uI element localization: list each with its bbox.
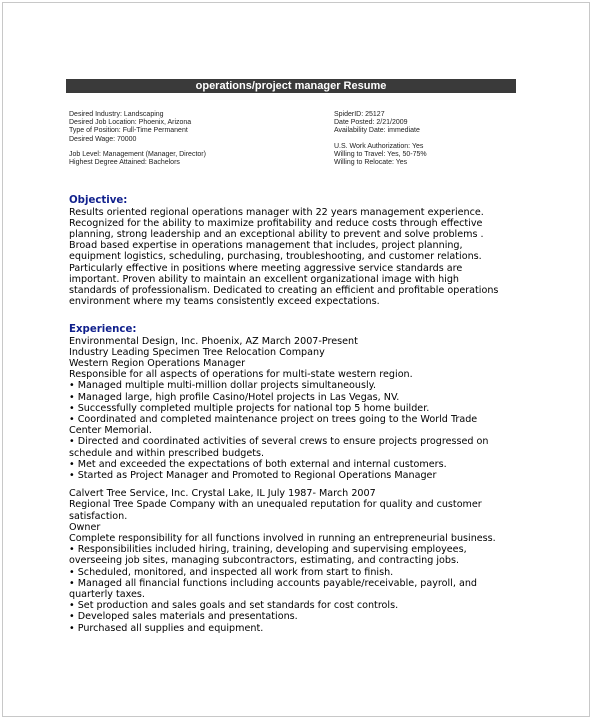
objective-line: environment where my teams consistently exceed expectations. bbox=[69, 296, 380, 308]
job2-bullet: • Managed all financial functions including accounts payable/receivable, payroll, and bbox=[69, 577, 478, 589]
meta-highest-degree: Highest Degree Attained: Bachelors bbox=[69, 159, 180, 167]
objective-line: important. Proven ability to maintain an excellent organizational image with high bbox=[69, 273, 460, 285]
job-spacer bbox=[69, 481, 539, 488]
job1-bullet: • Coordinated and completed maintenance project on trees going to the World Trade bbox=[69, 413, 478, 425]
job2-company-desc: Regional Tree Spade Company with an unequaled reputation for quality and customer bbox=[69, 499, 482, 511]
job1-line: Responsible for all aspects of operations for multi-state western region. bbox=[69, 369, 413, 381]
job1-bullet: • Managed large, high profile Casino/Hotel projects in Las Vegas, NV. bbox=[69, 391, 400, 403]
meta-desired-location: Desired Job Location: Phoenix, Arizona bbox=[69, 119, 192, 127]
job1-line: schedule and within prescribed budgets. bbox=[69, 447, 265, 459]
objective-line: standards of professionalism. Dedicated to creating an efficient and profitable operations bbox=[69, 284, 499, 296]
objective-line: Particularly effective in positions where meeting aggressive service standards are bbox=[69, 262, 463, 274]
meta-spider-id: SpiderID: 25127 bbox=[334, 111, 385, 118]
meta-job-level: Job Level: Management (Manager, Director) bbox=[69, 150, 206, 158]
meta-gap bbox=[69, 144, 206, 151]
job1-bullet: • Directed and coordinated activities of several crews to ensure projects progressed on bbox=[69, 436, 489, 448]
job2-bullet: • Responsibilities included hiring, training, developing and supervising employees, bbox=[69, 544, 467, 556]
meta-travel: Willing to Travel: Yes, 50-75% bbox=[334, 150, 427, 158]
meta-desired-industry: Desired Industry: Landscaping bbox=[69, 111, 164, 118]
job2-company: Calvert Tree Service, Inc. Crystal Lake, IL July 1987- March 2007 bbox=[69, 488, 376, 500]
job2-bullet: • Scheduled, monitored, and inspected all work from start to finish. bbox=[69, 566, 394, 578]
objective-line: Recognized for the ability to maximize profitability and reduce costs through effective bbox=[69, 217, 483, 229]
job2-line: satisfaction. bbox=[69, 510, 128, 522]
meta-work-authorization: U.S. Work Authorization: Yes bbox=[334, 142, 424, 150]
job2-line: quarterly taxes. bbox=[69, 588, 145, 600]
job2-bullet: • Developed sales materials and presentations. bbox=[69, 611, 298, 623]
experience-heading: Experience: bbox=[69, 324, 137, 335]
job2-bullet: • Purchased all supplies and equipment. bbox=[69, 622, 264, 634]
job1-bullet: • Successfully completed multiple projects for national top 5 home builder. bbox=[69, 402, 430, 414]
job1-company-desc: Industry Leading Specimen Tree Relocation Company bbox=[69, 346, 325, 358]
objective-line: planning, strong leadership and an exceptional ability to prevent and solve problems . bbox=[69, 228, 484, 240]
meta-desired-wage: Desired Wage: 70000 bbox=[69, 135, 137, 143]
meta-right bbox=[334, 111, 427, 167]
job1-bullet: • Started as Project Manager and Promoted to Regional Operations Manager bbox=[69, 469, 437, 481]
meta-position-type: Type of Position: Full-Time Permanent bbox=[69, 127, 188, 135]
objective-line: Results oriented regional operations manager with 22 years management experience. bbox=[69, 206, 484, 218]
experience-section bbox=[69, 324, 539, 634]
meta-date-posted: Date Posted: 2/21/2009 bbox=[334, 119, 408, 127]
objective-heading: Objective: bbox=[69, 195, 128, 206]
objective-section bbox=[69, 195, 539, 307]
job1-company: Environmental Design, Inc. Phoenix, AZ March 2007-Present bbox=[69, 335, 358, 347]
job1-line: Center Memorial. bbox=[69, 425, 152, 437]
job1-bullet: • Managed multiple multi-million dollar projects simultaneously. bbox=[69, 380, 377, 392]
job2-role: Owner bbox=[69, 521, 101, 533]
meta-relocate: Willing to Relocate: Yes bbox=[334, 159, 408, 167]
job1-bullet: • Met and exceeded the expectations of both external and internal customers. bbox=[69, 458, 447, 470]
job1-role: Western Region Operations Manager bbox=[69, 357, 246, 369]
job2-line: Complete responsibility for all functions involved in running an entrepreneurial business. bbox=[69, 532, 496, 544]
meta-left bbox=[69, 111, 206, 167]
objective-line: equipment logistics, scheduling, purchasing, troubleshooting, and customer relations. bbox=[69, 251, 482, 263]
meta-gap bbox=[334, 136, 427, 143]
job2-line: overseeing job sites, managing subcontractors, estimating, and contracting jobs. bbox=[69, 555, 460, 567]
resume-page bbox=[2, 2, 590, 717]
job2-bullet: • Set production and sales goals and set standards for cost controls. bbox=[69, 600, 399, 612]
resume-title: operations/project manager Resume bbox=[66, 79, 516, 93]
meta-availability: Availability Date: immediate bbox=[334, 127, 420, 135]
objective-line: Broad based expertise in operations management that includes, project planning, bbox=[69, 240, 463, 252]
